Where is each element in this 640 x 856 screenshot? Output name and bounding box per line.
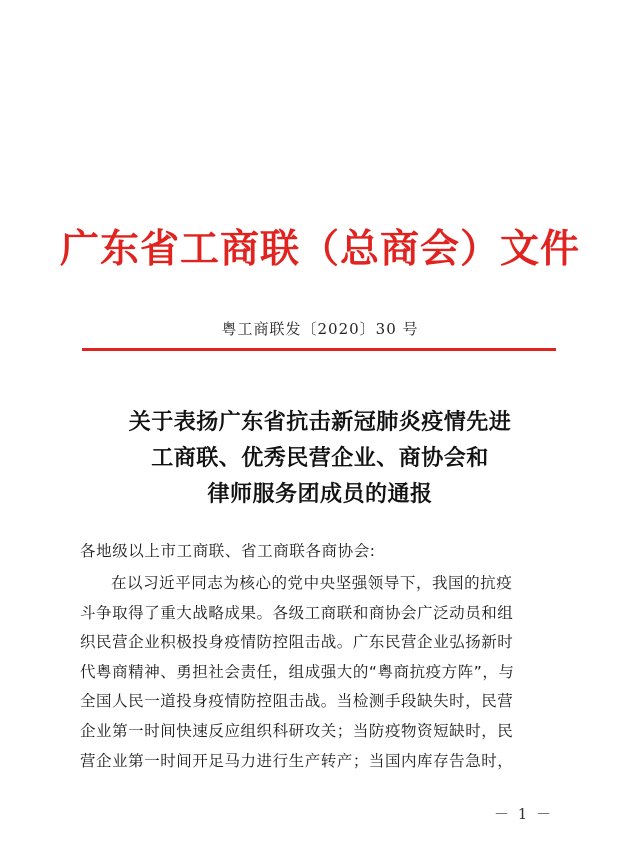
- subject-line-2: 工商联、优秀民营企业、商协会和: [151, 445, 489, 471]
- body-line-5: 全国人民一道投身疫情防控阻击战。当检测手段缺失时，民营: [80, 692, 514, 711]
- body-line-3: 织民营企业积极投身疫情防控阻击战。广东民营企业弘扬新时: [80, 633, 514, 652]
- notice-subject: [0, 404, 640, 512]
- subject-line-1: 关于表扬广东省抗击新冠肺炎疫情先进: [128, 409, 512, 435]
- page-number: － 1 －: [494, 805, 554, 823]
- body-line-2: 斗争取得了重大战略成果。各级工商联和商协会广泛动员和组: [80, 603, 514, 622]
- body-line-4: 代粤商精神、勇担社会责任，组成强大的“粤商抗疫方阵”，与: [80, 662, 515, 681]
- document-number: 粤工商联发〔2020〕30 号: [221, 320, 419, 338]
- document-header-title: 广东省工商联（总商会）文件: [59, 226, 580, 272]
- salutation: 各地级以上市工商联、省工商联各商协会:: [80, 542, 376, 560]
- body-line-6: 企业第一时间快速反应组织科研攻关；当防疫物资短缺时，民: [80, 721, 514, 740]
- subject-line-3: 律师服务团成员的通报: [207, 481, 433, 507]
- red-divider-line: [82, 348, 556, 351]
- body-line-1: 在以习近平同志为核心的党中央坚强领导下，我国的抗疫: [111, 574, 513, 592]
- body-line-7: 营企业第一时间开足马力进行生产转产；当国内库存告急时，: [80, 751, 514, 770]
- body-paragraph: [80, 569, 562, 776]
